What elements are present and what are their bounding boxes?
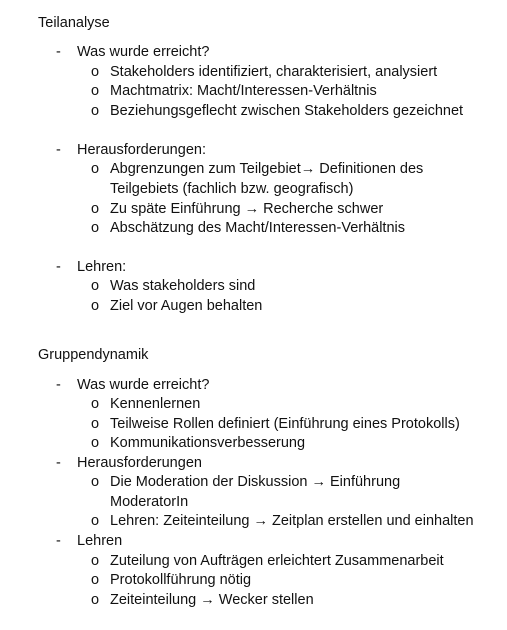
bullet-marker: o [91,592,100,608]
bullet-marker: o [91,474,100,490]
bullet-marker: o [91,64,100,80]
list-item: Abgrenzungen zum Teilgebiet→ Definitionen des [110,161,424,177]
list-item-continuation: ModeratorIn [110,494,189,510]
list-item-continuation: Teilgebiets (fachlich bzw. geografisch) [110,181,354,197]
dash-marker: - [56,455,61,471]
list-item: Die Moderation der Diskussion → Einführung [110,474,401,490]
list-item: Protokollführung nötig [110,572,252,588]
bullet-marker: o [91,513,100,529]
bullet-marker: o [91,278,100,294]
bullet-marker: o [91,220,100,236]
bullet-marker: o [91,396,100,412]
bullet-marker: o [91,83,100,99]
group-label: Herausforderungen: [77,142,206,158]
bullet-marker: o [91,416,100,432]
bullet-marker: o [91,103,100,119]
section-heading: Gruppendynamik [38,347,149,363]
bullet-marker: o [91,553,100,569]
dash-marker: - [56,259,61,275]
bullet-marker: o [91,161,100,177]
bullet-marker: o [91,435,100,451]
dash-marker: - [56,44,61,60]
list-item: Stakeholders identifiziert, charakterisiert, analysiert [110,64,438,80]
list-item: Zuteilung von Aufträgen erleichtert Zusammenarbeit [110,553,444,569]
dash-marker: - [56,533,61,549]
list-item: Kommunikationsverbesserung [110,435,306,451]
list-item: Ziel vor Augen behalten [110,298,263,314]
dash-marker: - [56,377,61,393]
list-item: Zeiteinteilung → Wecker stellen [110,592,314,608]
bullet-marker: o [91,201,100,217]
group-label: Herausforderungen [77,455,202,471]
bullet-marker: o [91,298,100,314]
group-label: Was wurde erreicht? [77,377,210,393]
list-item: Beziehungsgeflecht zwischen Stakeholders gezeichnet [110,103,464,119]
dash-marker: - [56,142,61,158]
group-label: Was wurde erreicht? [77,44,210,60]
bullet-marker: o [91,572,100,588]
section-heading: Teilanalyse [38,15,110,31]
list-item: Machtmatrix: Macht/Interessen-Verhältnis [110,83,377,99]
list-item: Lehren: Zeiteinteilung → Zeitplan erstellen und einhalten [110,513,474,529]
list-item: Abschätzung des Macht/Interessen-Verhältnis [110,220,405,236]
list-item: Teilweise Rollen definiert (Einführung eines Protokolls) [110,416,460,432]
list-item: Kennenlernen [110,396,201,412]
group-label: Lehren: [77,259,127,275]
list-item: Was stakeholders sind [110,278,256,294]
list-item: Zu späte Einführung → Recherche schwer [110,201,384,217]
group-label: Lehren [77,533,123,549]
